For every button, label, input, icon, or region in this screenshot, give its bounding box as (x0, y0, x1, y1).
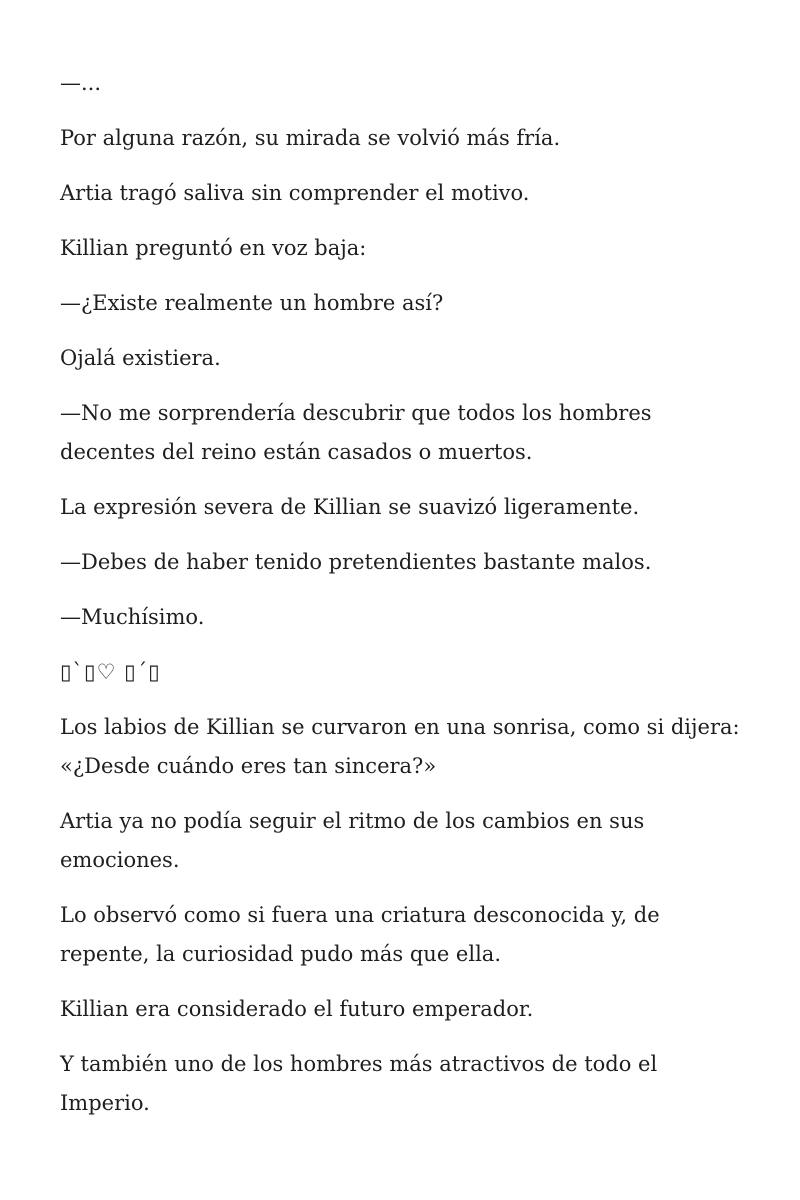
paragraph-6: Ojalá existiera. (60, 346, 221, 370)
paragraph-16: Y también uno de los hombres más atractivos de todo el Imperio. (60, 1052, 658, 1115)
paragraph-5: —¿Existe realmente un hombre así? (60, 291, 444, 315)
paragraph-10: —Muchísimo. (60, 605, 205, 629)
paragraph-14: Lo observó como si fuera una criatura desconocida y, de repente, la curiosidad pudo más que ella. (60, 903, 660, 966)
paragraph-4: Killian preguntó en voz baja: (60, 236, 367, 260)
paragraph-8: La expresión severa de Killian se suavizó ligeramente. (60, 495, 640, 519)
paragraph-12: Los labios de Killian se curvaron en una sonrisa, como si dijera: «¿Desde cuándo eres tan sincera?» (60, 715, 740, 778)
paragraph-2: Por alguna razón, su mirada se volvió más fría. (60, 126, 561, 150)
emoticon-separator: ▯`▯♡ ▯´▯ (60, 660, 161, 684)
paragraph-3: Artia tragó saliva sin comprender el motivo. (60, 181, 530, 205)
paragraph-9: —Debes de haber tenido pretendientes bastante malos. (60, 550, 652, 574)
document-page (60, 64, 740, 1139)
paragraph-15: Killian era considerado el futuro emperador. (60, 997, 534, 1021)
paragraph-7: —No me sorprendería descubrir que todos los hombres decentes del reino están casados o muertos. (60, 401, 652, 464)
paragraph-1: —... (60, 71, 102, 95)
paragraph-13: Artia ya no podía seguir el ritmo de los cambios en sus emociones. (60, 809, 645, 872)
